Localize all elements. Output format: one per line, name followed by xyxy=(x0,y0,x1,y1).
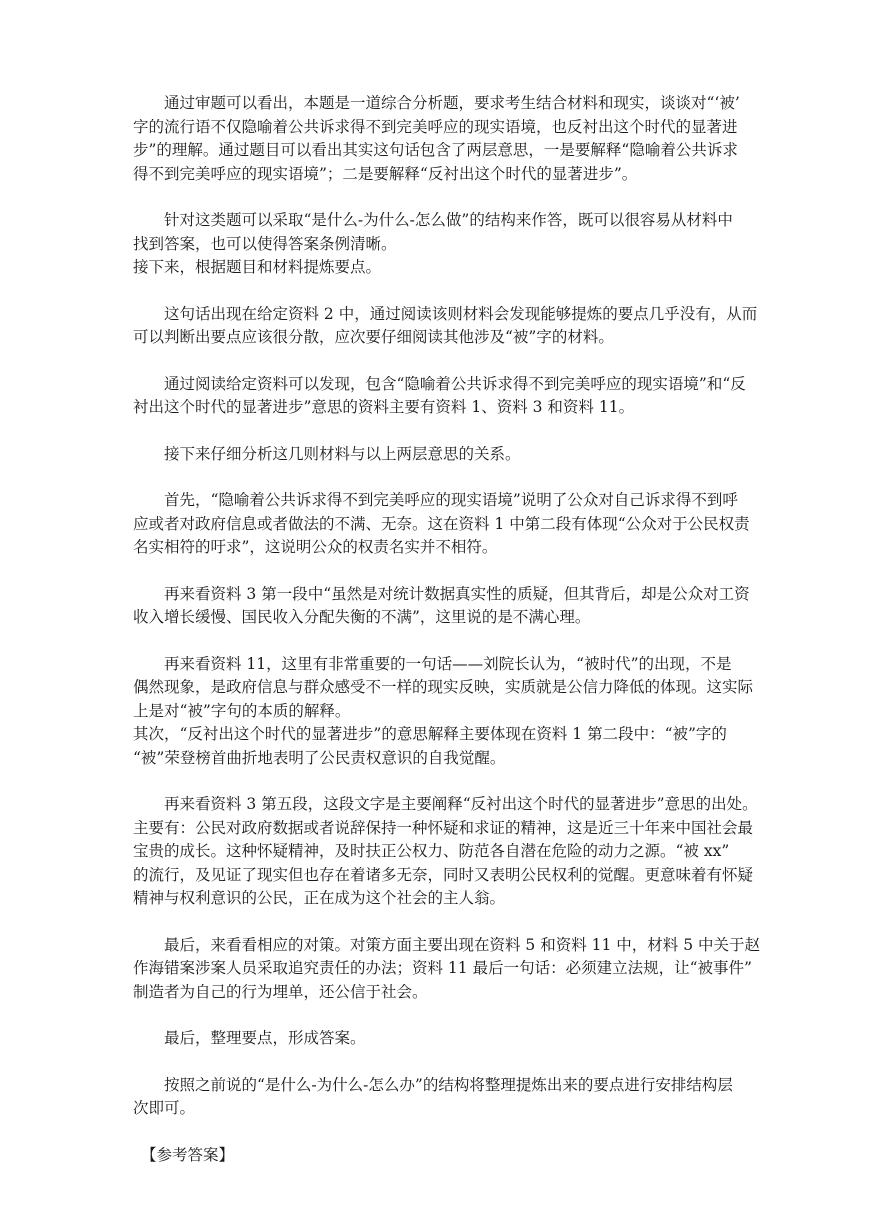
text-line: 制造者为自己的行为埋单，还公信于社会。 xyxy=(133,982,428,1001)
text-line: 衬出这个时代的显著进步”意思的资料主要有资料 1、资料 3 和资料 11。 xyxy=(133,398,635,416)
text-line: 再来看资料 3 第一段中“虽然是对统计数据真实性的质疑，但其背后，却是公众对工资 xyxy=(164,584,750,603)
text-line: 接下来，根据题目和材料提炼要点。 xyxy=(133,258,382,276)
text-line: 宝贵的成长。这种怀疑精神，及时扶正公权力、防范各自潜在危险的动力之源。“被 xx” xyxy=(133,842,730,860)
text-line: 作海错案涉案人员采取追究责任的办法；资料 11 最后一句话：必须建立法规，让“被事件” xyxy=(133,959,752,977)
text-line: 最后，来看看相应的对策。对策方面主要出现在资料 5 和资料 11 中，材料 5 中关于赵 xyxy=(164,935,761,954)
text-line: 再来看资料 11，这里有非常重要的一句话——刘院长认为，“被时代”的出现，不是 xyxy=(164,654,732,673)
text-line: 按照之前说的“是什么-为什么-怎么办”的结构将整理提炼出来的要点进行安排结构层 xyxy=(164,1075,733,1094)
text-line: 通过阅读给定资料可以发现，包含“隐喻着公共诉求得不到完美呼应的现实语境”和“反 xyxy=(164,374,746,393)
text-line: 字的流行语不仅隐喻着公共诉求得不到完美呼应的现实语境，也反衬出这个时代的显著进 xyxy=(133,117,738,136)
text-line: 其次，“反衬出这个时代的显著进步”的意思解释主要体现在资料 1 第二段中：“被”字的 xyxy=(133,725,727,743)
text-line: 得不到完美呼应的现实语境”；二是要解释“反衬出这个时代的显著进步”。 xyxy=(133,164,638,183)
text-line: 的流行，及见证了现实但也存在着诸多无奈，同时又表明公民权利的觉醒。更意味着有怀疑 xyxy=(133,865,754,884)
text-line: 这句话出现在给定资料 2 中，通过阅读该则材料会发现能够提炼的要点几乎没有，从而 xyxy=(164,304,758,323)
section-heading: 【参考答案】 xyxy=(141,1145,235,1164)
text-line: 主要有：公民对政府数据或者说辞保持一种怀疑和求证的精神，这是近三十年来中国社会最 xyxy=(133,818,754,837)
text-line: 接下来仔细分析这几则材料与以上两层意思的关系。 xyxy=(164,444,521,463)
text-line: 针对这类题可以采取“是什么-为什么-怎么做”的结构来作答，既可以很容易从材料中 xyxy=(164,211,733,229)
text-line: 最后，整理要点，形成答案。 xyxy=(164,1029,366,1047)
text-line: 精神与权利意识的公民，正在成为这个社会的主人翁。 xyxy=(133,889,506,907)
text-line: 次即可。 xyxy=(133,1099,196,1117)
text-line: 首先，“隐喻着公共诉求得不到完美呼应的现实语境”说明了公众对自己诉求得不到呼 xyxy=(164,491,738,509)
text-line: 应或者对政府信息或者做法的不满、无奈。这在资料 1 中第二段有体现“公众对于公民权责 xyxy=(133,514,750,533)
text-line: 偶然现象，是政府信息与群众感受不一样的现实反映，实质就是公信力降低的体现。这实际 xyxy=(133,678,754,696)
text-line: 找到答案，也可以使得答案条例清晰。 xyxy=(133,234,397,253)
text-line: 通过审题可以看出，本题是一道综合分析题，要求考生结合材料和现实，谈谈对“‘被’ xyxy=(164,94,740,112)
text-line: “被”荣登榜首曲折地表明了公民责权意识的自我觉醒。 xyxy=(133,748,506,767)
text-line: 名实相符的吁求”，这说明公众的权责名实并不相符。 xyxy=(133,538,498,556)
text-line: 收入增长缓慢、国民收入分配失衡的不满”，这里说的是不满心理。 xyxy=(133,608,591,626)
text-line: 可以判断出要点应该很分散，应次要仔细阅读其他涉及“被”字的材料。 xyxy=(133,328,614,346)
text-line: 上是对“被”字句的本质的解释。 xyxy=(133,701,351,720)
text-line: 步”的理解。通过题目可以看出其实这句话包含了两层意思，一是要解释“隐喻着公共诉求 xyxy=(133,141,738,159)
document-body xyxy=(133,92,761,1167)
text-line: 再来看资料 3 第五段，这段文字是主要阐释“反衬出这个时代的显著进步”意思的出处。 xyxy=(164,795,758,813)
